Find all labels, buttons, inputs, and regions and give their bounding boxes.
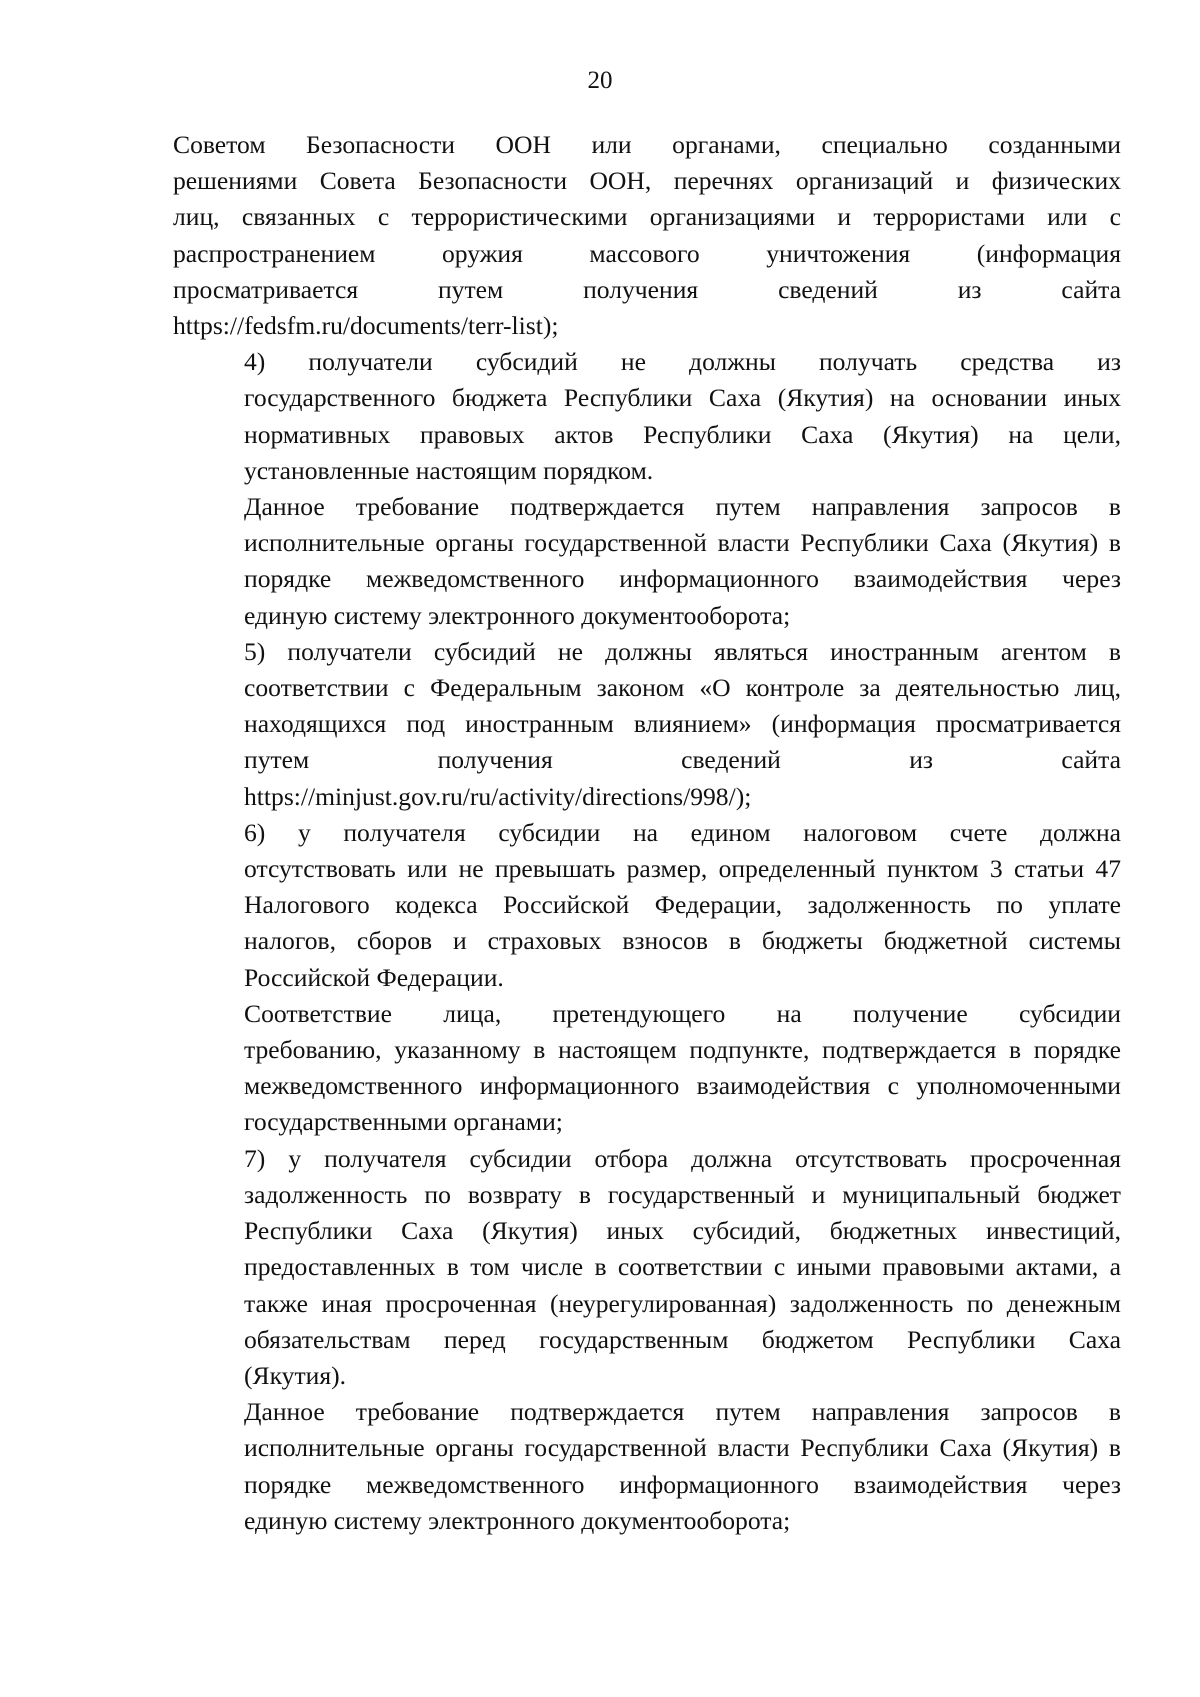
text-line: единую систему электронного документооборота; xyxy=(244,600,791,630)
text-line: единую систему электронного документооборота; xyxy=(244,1505,791,1535)
text-line: порядке межведомственного информационного взаимодействия через xyxy=(244,564,1121,594)
text-line: нормативных правовых актов Республики Саха (Якутия) на цели, xyxy=(244,419,1121,449)
text-line: Советом Безопасности ООН или органами, специально созданными xyxy=(173,130,1121,159)
paragraph xyxy=(173,344,1121,489)
paragraph xyxy=(173,1394,1121,1539)
text-line: Данное требование подтверждается путем направления запросов в xyxy=(244,492,1121,522)
text-line: исполнительные органы государственной власти Республики Саха (Якутия) в xyxy=(244,528,1121,558)
text-line: установленные настоящим порядком. xyxy=(244,455,654,485)
text-line: налогов, сборов и страховых взносов в бюджеты бюджетной системы xyxy=(244,926,1121,956)
text-line: https://fedsfm.ru/documents/terr-list); xyxy=(173,311,559,341)
text-line: 5) получатели субсидий не должны являться иностранным агентом в xyxy=(244,636,1121,666)
text-line: лиц, связанных с террористическими организациями и террористами или с xyxy=(173,202,1121,232)
text-line: распространением оружия массового уничтожения (информация xyxy=(173,238,1121,268)
text-line: государственного бюджета Республики Саха (Якутия) на основании иных xyxy=(244,383,1121,413)
text-line: Соответствие лица, претендующего на получение субсидии xyxy=(244,998,1121,1028)
text-line: находящихся под иностранным влиянием» (информация просматривается xyxy=(244,709,1121,739)
text-line: обязательствам перед государственным бюджетом Республики Саха xyxy=(244,1324,1121,1354)
text-line: 6) у получателя субсидии на едином налоговом счете должна xyxy=(244,817,1121,847)
text-line: Налогового кодекса Российской Федерации, задолженность по уплате xyxy=(244,890,1121,920)
text-line: Российской Федерации. xyxy=(244,962,504,992)
text-line: Данное требование подтверждается путем направления запросов в xyxy=(244,1397,1121,1427)
paragraph xyxy=(173,815,1121,996)
text-line: (Якутия). xyxy=(244,1360,347,1390)
text-line: государственными органами; xyxy=(244,1107,563,1137)
paragraph xyxy=(173,1141,1121,1394)
paragraph xyxy=(173,489,1121,634)
text-line: просматривается путем получения сведений из сайта xyxy=(173,274,1121,304)
document-body xyxy=(173,127,1121,1539)
paragraph xyxy=(173,996,1121,1141)
text-line: отсутствовать или не превышать размер, определенный пунктом 3 статьи 47 xyxy=(244,854,1121,884)
text-line: также иная просроченная (неурегулированная) задолженность по денежным xyxy=(244,1288,1121,1318)
text-line: задолженность по возврату в государственный и муниципальный бюджет xyxy=(244,1179,1121,1209)
text-line: https://minjust.gov.ru/ru/activity/directions/998/); xyxy=(244,781,752,811)
text-line: 7) у получателя субсидии отбора должна отсутствовать просроченная xyxy=(244,1143,1121,1173)
text-line: Республики Саха (Якутия) иных субсидий, бюджетных инвестиций, xyxy=(244,1216,1121,1246)
text-line: требованию, указанному в настоящем подпункте, подтверждается в порядке xyxy=(244,1035,1121,1065)
text-line: предоставленных в том числе в соответствии с иными правовыми актами, а xyxy=(244,1252,1121,1282)
text-line: порядке межведомственного информационного взаимодействия через xyxy=(244,1469,1121,1499)
text-line: соответствии с Федеральным законом «О контроле за деятельностью лиц, xyxy=(244,673,1121,703)
page-number: 20 xyxy=(587,67,613,94)
text-line: межведомственного информационного взаимодействия с уполномоченными xyxy=(244,1071,1121,1101)
text-line: 4) получатели субсидий не должны получать средства из xyxy=(244,347,1121,377)
text-line: решениями Совета Безопасности ООН, перечнях организаций и физических xyxy=(173,166,1121,196)
paragraph xyxy=(173,634,1121,815)
text-line: исполнительные органы государственной власти Республики Саха (Якутия) в xyxy=(244,1433,1121,1463)
paragraph xyxy=(173,127,1121,344)
text-line: путем получения сведений из сайта xyxy=(244,745,1121,775)
